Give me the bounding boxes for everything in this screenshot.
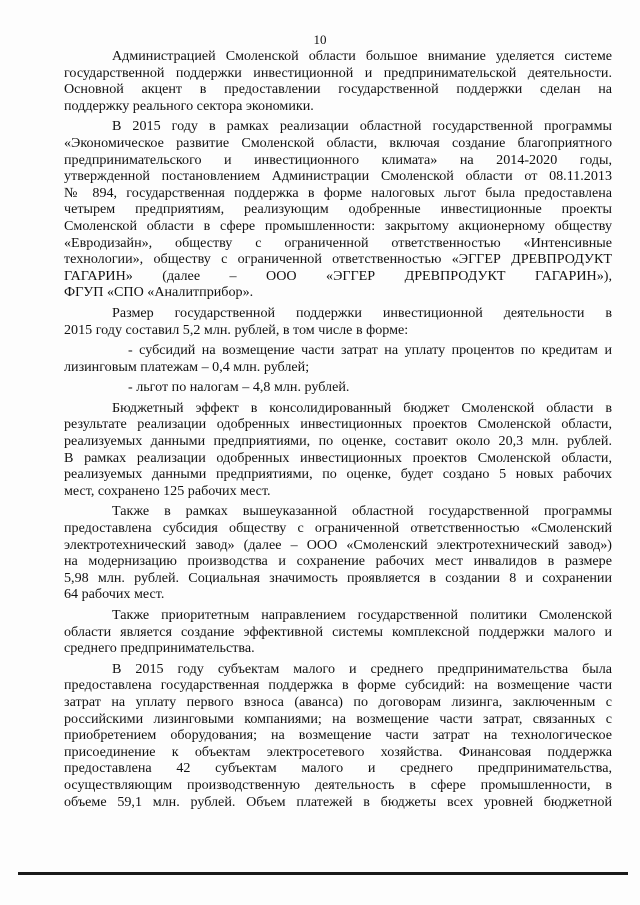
paragraph-line: государственной поддержки инвестиционной и предпринимательской деятельности. bbox=[64, 64, 612, 81]
paragraph-line: утвержденной постановлением Администрации Смоленской области от 08.11.2013 bbox=[64, 168, 612, 185]
paragraph-line: № 894, государственная поддержка в форме налоговых льгот была предоставлена bbox=[64, 184, 612, 201]
paragraph-line: поддержку реального сектора экономики. bbox=[64, 97, 314, 114]
paragraph-line: электротехнический завод» (далее – ООО «Смоленский электротехнический завод») bbox=[64, 536, 612, 553]
paragraph-line: присоединение к объектам электросетевого хозяйства. Финансовая поддержка bbox=[64, 743, 612, 760]
paragraph-line: объеме 59,1 млн. рублей. Объем платежей в бюджеты всех уровней бюджетной bbox=[64, 793, 612, 810]
paragraph-line: на модернизацию производства и сохранение рабочих мест инвалидов в размере bbox=[64, 553, 612, 570]
paragraph-line: предоставлена государственная поддержка в форме субсидий: на возмещение части bbox=[64, 677, 612, 694]
paragraph-line: ГАГАРИН» (далее – ООО «ЭГГЕР ДРЕВПРОДУКТ ГАГАРИН»), bbox=[64, 267, 612, 284]
paragraph-line: Администрацией Смоленской области большое внимание уделяется системе bbox=[112, 48, 612, 64]
bottom-rule bbox=[18, 872, 628, 875]
paragraph-line: российскими лизинговыми компаниями; на возмещение части затрат, связанных с bbox=[64, 710, 612, 727]
paragraph-line: предоставлена 42 субъектам малого и среднего предпринимательства, bbox=[64, 760, 612, 777]
paragraph bbox=[64, 607, 612, 657]
paragraph bbox=[64, 118, 612, 301]
paragraph-line: Смоленской области в сфере промышленности: закрытому акционерному обществу bbox=[64, 217, 612, 234]
paragraph-line: технологии», обществу с ограниченной ответственностью «ЭГГЕР ДРЕВПРОДУКТ bbox=[64, 251, 612, 268]
paragraph bbox=[64, 48, 612, 114]
document-body bbox=[64, 48, 612, 814]
paragraph-line: области является создание эффективной системы комплексной поддержки малого и bbox=[64, 623, 612, 640]
paragraph-line: затрат на уплату первого взноса (аванса) по договорам лизинга, заключенным с bbox=[64, 693, 612, 710]
paragraph-line: В рамках реализации одобренных инвестиционных проектов Смоленской области, bbox=[64, 449, 612, 466]
paragraph-line: осуществляющим производственную деятельность в сфере промышленности, в bbox=[64, 776, 612, 793]
paragraph-line: В 2015 году субъектам малого и среднего предпринимательства была bbox=[112, 660, 612, 677]
paragraph-line: реализуемых данными предприятиями, по оценке, составит около 20,3 млн. рублей. bbox=[64, 433, 612, 450]
paragraph-line: В 2015 году в рамках реализации областной государственной программы bbox=[112, 118, 612, 135]
paragraph-line: «Евродизайн», обществу с ограниченной ответственностью «Интенсивные bbox=[64, 234, 612, 251]
paragraph-line: лизинговым платежам – 0,4 млн. рублей; bbox=[64, 358, 310, 375]
paragraph-line: ФГУП «СПО «Аналитприбор». bbox=[64, 284, 254, 301]
paragraph-line: предпринимательского и инвестиционного климата» на 2014-2020 годы, bbox=[64, 151, 612, 168]
paragraph-line: - субсидий на возмещение части затрат на уплату процентов по кредитам и bbox=[128, 342, 612, 359]
paragraph bbox=[64, 503, 612, 603]
paragraph bbox=[64, 661, 612, 810]
paragraph bbox=[64, 379, 612, 396]
paragraph bbox=[64, 342, 612, 375]
paragraph-line: 2015 году составил 5,2 млн. рублей, в том числе в форме: bbox=[64, 321, 409, 338]
paragraph-line: «Экономическое развитие Смоленской области, включая создание благоприятного bbox=[64, 134, 612, 151]
paragraph-line: четырем предприятиям, реализующим одобренные инвестиционные проекты bbox=[64, 201, 612, 218]
paragraph bbox=[64, 400, 612, 500]
paragraph-line: Основной акцент в предоставлении государственной поддержки сделан на bbox=[64, 81, 612, 98]
paragraph-line: - льгот по налогам – 4,8 млн. рублей. bbox=[128, 379, 350, 396]
paragraph-line: Также в рамках вышеуказанной областной государственной программы bbox=[112, 503, 612, 520]
page-number: 10 bbox=[313, 32, 327, 47]
paragraph-line: 5,98 млн. рублей. Социальная значимость проявляется в создании 8 и сохранении bbox=[64, 569, 612, 586]
paragraph-line: Бюджетный эффект в консолидированный бюджет Смоленской области в bbox=[112, 399, 612, 416]
paragraph-line: предоставлена субсидия обществу с ограниченной ответственностью «Смоленский bbox=[64, 520, 612, 537]
paragraph-line: среднего предпринимательства. bbox=[64, 640, 255, 657]
paragraph-line: реализуемых данными предприятиями, по оценке, будет создано 5 новых рабочих bbox=[64, 466, 612, 483]
paragraph-line: Размер государственной поддержки инвестиционной деятельности в bbox=[112, 304, 612, 321]
paragraph-line: 64 рабочих мест. bbox=[64, 586, 165, 603]
paragraph bbox=[64, 305, 612, 338]
paragraph-line: приобретением оборудования; на возмещение части затрат на технологическое bbox=[64, 727, 612, 744]
paragraph-line: результате реализации одобренных инвестиционных проектов Смоленской области, bbox=[64, 416, 612, 433]
paragraph-line: мест, сохранено 125 рабочих мест. bbox=[64, 482, 271, 499]
paragraph-line: Также приоритетным направлением государственной политики Смоленской bbox=[112, 607, 612, 623]
